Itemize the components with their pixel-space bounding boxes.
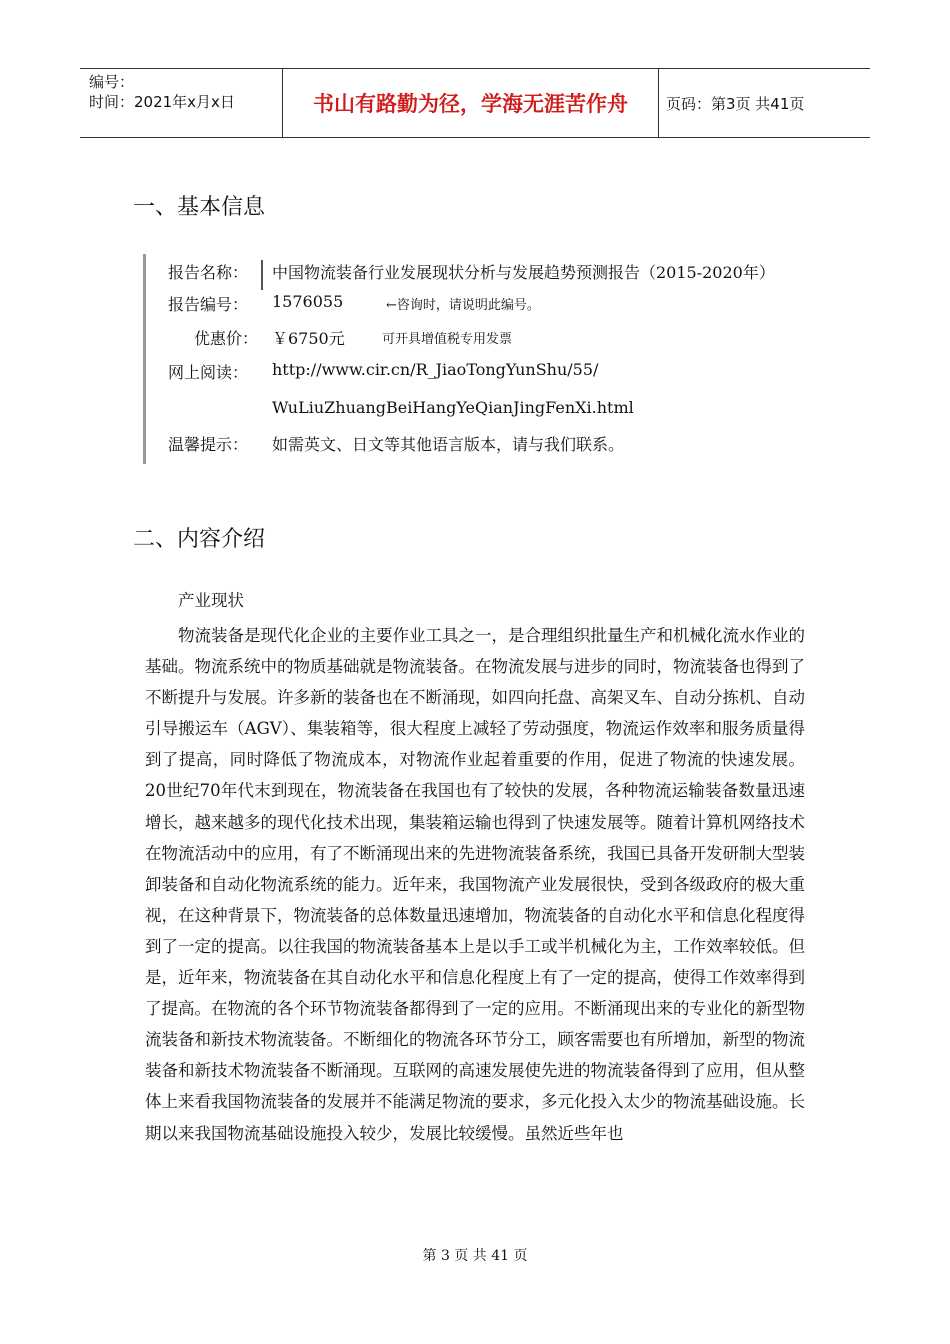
- header-meta-cell: [80, 69, 283, 137]
- url-label: 网上阅读：: [168, 363, 249, 382]
- report-id-label: 报告编号：: [168, 295, 249, 314]
- header-page-info: 页码：第3页 共41页: [666, 94, 805, 113]
- body-paragraph: 物流装备是现代化企业的主要作业工具之一，是合理组织批量生产和机械化流水作业的基础。物流系统中的物质基础就是物流装备。在物流发展与进步的同时，物流装备也得到了不断提升与发展。许多新的装备也在不断涌现，如四向托盘、高架叉车、自动分拣机、自动引导搬运车（AGV）、集装箱等，很大程度上减轻了劳动强度，物流运作效率和服务质量得到了提高，同时降低了物流成本，对物流作业起着重要的作用，促进了物流的快速发展。20世纪70年代末到现在，物流装备在我国也有了较快的发展，各种物流运输装备数量迅速增长，越来越多的现代化技术出现，集装箱运输也得到了快速发展等。随着计算机网络技术在物流活动中的应用，有了不断涌现出来的先进物流装备系统，我国已具备开发研制大型装卸装备和自动化物流系统的能力。近年来，我国物流产业发展很快，受到各级政府的极大重视，在这种背景下，物流装备的总体数量迅速增加，物流装备的自动化水平和信息化程度得到了一定的提高。以往我国的物流装备基本上是以手工或半机械化为主，工作效率较低。但是，近年来，物流装备在其自动化水平和信息化程度上有了一定的提高，使得工作效率得到了提高。在物流的各个环节物流装备都得到了一定的应用。不断涌现出来的专业化的新型物流装备和新技术物流装备。不断细化的物流各环节分工，顾客需要也有所增加，新型的物流装备和新技术物流装备不断涌现。互联网的高速发展使先进的物流装备得到了应用，但从整体上来看我国物流装备的发展并不能满足物流的要求，多元化投入太少的物流基础设施。长期以来我国物流基础设施投入较少，发展比较缓慢。虽然近些年也: [145, 626, 805, 1143]
- basic-info-box: [143, 254, 846, 464]
- price-row: [146, 326, 846, 356]
- url-row: [146, 360, 846, 390]
- header-motto: 书山有路勤为径，学海无涯苦作舟: [283, 69, 659, 137]
- report-name-row: [146, 258, 846, 288]
- page-header: [80, 68, 870, 138]
- tip-label: 温馨提示：: [168, 435, 249, 454]
- url-row-cont: [146, 398, 846, 428]
- header-date: 时间：2021年x月x日: [89, 93, 235, 111]
- header-number: 编号：: [89, 73, 135, 91]
- url-link-line1[interactable]: http://www.cir.cn/R_JiaoTongYunShu/55/: [272, 360, 599, 379]
- text-cursor: [261, 260, 263, 290]
- tip-value: 如需英文、日文等其他语言版本，请与我们联系。: [272, 435, 625, 454]
- page-footer: 第 3 页 共 41 页: [422, 1248, 528, 1264]
- report-name-value: 中国物流装备行业发展现状分析与发展趋势预测报告（2015-2020年）: [272, 263, 775, 282]
- section-title-content-intro: 二、内容介绍: [133, 527, 266, 552]
- tip-row: [146, 432, 846, 462]
- report-id-note: ←咨询时，请说明此编号。: [386, 298, 540, 313]
- report-id-row: [146, 292, 846, 322]
- price-label: 优惠价：: [193, 329, 258, 348]
- section-title-basic-info: 一、基本信息: [133, 195, 266, 220]
- subheading-industry-status: 产业现状: [178, 591, 244, 610]
- price-value: ￥6750元: [272, 329, 345, 348]
- report-id-value: 1576055: [272, 292, 344, 311]
- report-name-label: 报告名称：: [168, 263, 249, 282]
- url-link-line2[interactable]: WuLiuZhuangBeiHangYeQianJingFenXi.html: [272, 398, 634, 417]
- price-note: 可开具增值税专用发票: [382, 332, 513, 347]
